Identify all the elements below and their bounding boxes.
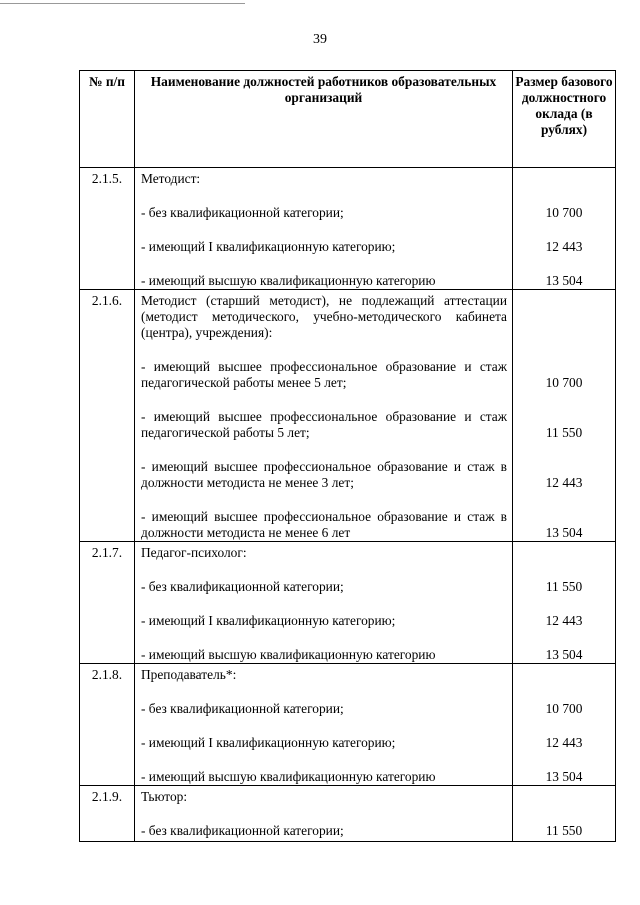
position-item: - имеющий высшее профессиональное образование и стаж в должности методиста не менее 3 лет; bbox=[141, 459, 507, 490]
table-row bbox=[80, 168, 616, 290]
salary-value: 12 443 bbox=[545, 475, 583, 490]
table-header-row bbox=[80, 71, 616, 168]
position-item: - имеющий I квалификационную категорию; bbox=[141, 735, 396, 750]
salary-value: 10 700 bbox=[545, 375, 583, 390]
salary-value: 13 504 bbox=[545, 525, 583, 540]
table-row bbox=[80, 542, 616, 664]
salary-cell bbox=[513, 290, 616, 542]
position-item: - имеющий высшую квалификационную категорию bbox=[141, 769, 436, 784]
salary-value: 13 504 bbox=[545, 769, 583, 784]
position-title: Методист (старший методист), не подлежащий аттестации (методист методического, учебно-методического кабинета (центра), учреждения): bbox=[141, 293, 507, 340]
table-row bbox=[80, 290, 616, 542]
salary-cell bbox=[513, 786, 616, 842]
row-number: 2.1.5. bbox=[80, 168, 135, 290]
position-item: - имеющий высшую квалификационную категорию bbox=[141, 273, 436, 288]
position-cell bbox=[135, 664, 513, 786]
row-number: 2.1.6. bbox=[80, 290, 135, 542]
scan-edge-line bbox=[0, 3, 245, 4]
salary-table bbox=[79, 70, 616, 842]
salary-value: 11 550 bbox=[545, 823, 583, 838]
salary-value: 10 700 bbox=[545, 701, 583, 716]
position-title: Тьютор: bbox=[141, 789, 188, 804]
position-item: - имеющий I квалификационную категорию; bbox=[141, 239, 396, 254]
position-item: - без квалификационной категории; bbox=[141, 823, 344, 838]
salary-cell bbox=[513, 168, 616, 290]
position-item: - имеющий высшее профессиональное образование и стаж педагогической работы менее 5 лет; bbox=[141, 359, 507, 390]
position-cell bbox=[135, 786, 513, 842]
salary-value: 11 550 bbox=[545, 425, 583, 440]
position-title: Преподаватель*: bbox=[141, 667, 237, 682]
table-row bbox=[80, 664, 616, 786]
salary-value: 13 504 bbox=[545, 647, 583, 662]
salary-cell bbox=[513, 542, 616, 664]
position-cell bbox=[135, 168, 513, 290]
position-item: - без квалификационной категории; bbox=[141, 205, 344, 220]
salary-value: 10 700 bbox=[545, 205, 583, 220]
position-cell bbox=[135, 542, 513, 664]
position-item: - имеющий высшую квалификационную категорию bbox=[141, 647, 436, 662]
salary-value: 12 443 bbox=[545, 613, 583, 628]
position-item: - имеющий I квалификационную категорию; bbox=[141, 613, 396, 628]
position-title: Методист: bbox=[141, 171, 201, 186]
position-item: - имеющий высшее профессиональное образование и стаж в должности методиста не менее 6 лет bbox=[141, 509, 507, 540]
salary-cell bbox=[513, 664, 616, 786]
salary-value: 12 443 bbox=[545, 735, 583, 750]
salary-value: 13 504 bbox=[545, 273, 583, 288]
position-item: - без квалификационной категории; bbox=[141, 579, 344, 594]
position-item: - без квалификационной категории; bbox=[141, 701, 344, 716]
header-salary: Размер базового должностного оклада (в рублях) bbox=[513, 71, 616, 168]
row-number: 2.1.9. bbox=[80, 786, 135, 842]
row-number: 2.1.7. bbox=[80, 542, 135, 664]
row-number: 2.1.8. bbox=[80, 664, 135, 786]
table-row bbox=[80, 786, 616, 842]
salary-value: 11 550 bbox=[545, 579, 583, 594]
position-item: - имеющий высшее профессиональное образование и стаж педагогической работы 5 лет; bbox=[141, 409, 507, 440]
salary-value: 12 443 bbox=[545, 239, 583, 254]
position-title: Педагог-психолог: bbox=[141, 545, 247, 560]
position-cell bbox=[135, 290, 513, 542]
header-name: Наименование должностей работников образовательных организаций bbox=[135, 71, 513, 168]
page-number: 39 bbox=[313, 32, 327, 47]
header-num: № п/п bbox=[80, 71, 135, 168]
